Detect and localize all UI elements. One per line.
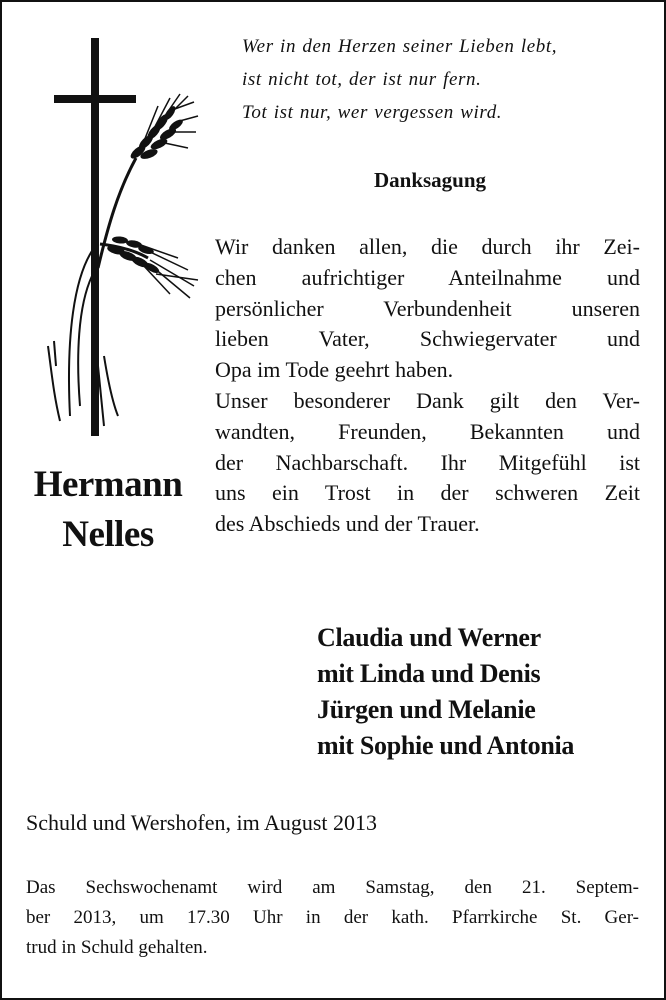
- mourner-line: Claudia und Werner: [317, 623, 541, 652]
- motto-line: Wer in den Herzen seiner Lieben lebt,: [242, 36, 558, 57]
- motto-line: ist nicht tot, der ist nur fern.: [242, 69, 482, 90]
- mourner-line: mit Sophie und Antonia: [317, 731, 575, 760]
- thank-you-message: [215, 232, 640, 540]
- message-line: des Abschieds und der Trauer.: [215, 511, 480, 537]
- motto-verse: [242, 30, 642, 129]
- message-line: wandten, Freunden, Bekannten und: [215, 418, 640, 444]
- place-and-date: Schuld und Wershofen, im August 2013: [26, 810, 378, 835]
- mourner-line: mit Linda und Denis: [317, 659, 541, 688]
- deceased-last-name: Nelles: [62, 514, 154, 555]
- notice-heading: Danksagung: [373, 168, 487, 192]
- message-line: chen aufrichtiger Anteilnahme und: [215, 264, 640, 290]
- message-line: der Nachbarschaft. Ihr Mitgefühl ist: [215, 449, 640, 475]
- cross-with-wheat-icon: [38, 36, 206, 436]
- memorial-service-note: [26, 873, 639, 963]
- deceased-first-name: Hermann: [33, 464, 183, 505]
- service-line: Das Sechswochenamt wird am Samstag, den 21. Septem-: [26, 877, 639, 898]
- message-line: persönlicher Verbundenheit unseren: [215, 295, 640, 321]
- message-line: uns ein Trost in der schweren Zeit: [215, 480, 640, 506]
- motto-line: Tot ist nur, wer vergessen wird.: [242, 102, 503, 123]
- deceased-name: [10, 460, 206, 560]
- service-line: trud in Schuld gehalten.: [26, 937, 208, 958]
- mourners-list: [317, 620, 657, 764]
- message-line: Wir danken allen, die durch ihr Zei-: [215, 234, 640, 259]
- message-line: Opa im Tode geehrt haben.: [215, 357, 454, 383]
- message-line: Unser besonderer Dank gilt den Ver-: [215, 387, 640, 413]
- message-line: lieben Vater, Schwiegervater und: [215, 326, 640, 352]
- service-line: ber 2013, um 17.30 Uhr in der kath. Pfarrkirche St. Ger-: [26, 907, 639, 928]
- mourner-line: Jürgen und Melanie: [317, 695, 536, 724]
